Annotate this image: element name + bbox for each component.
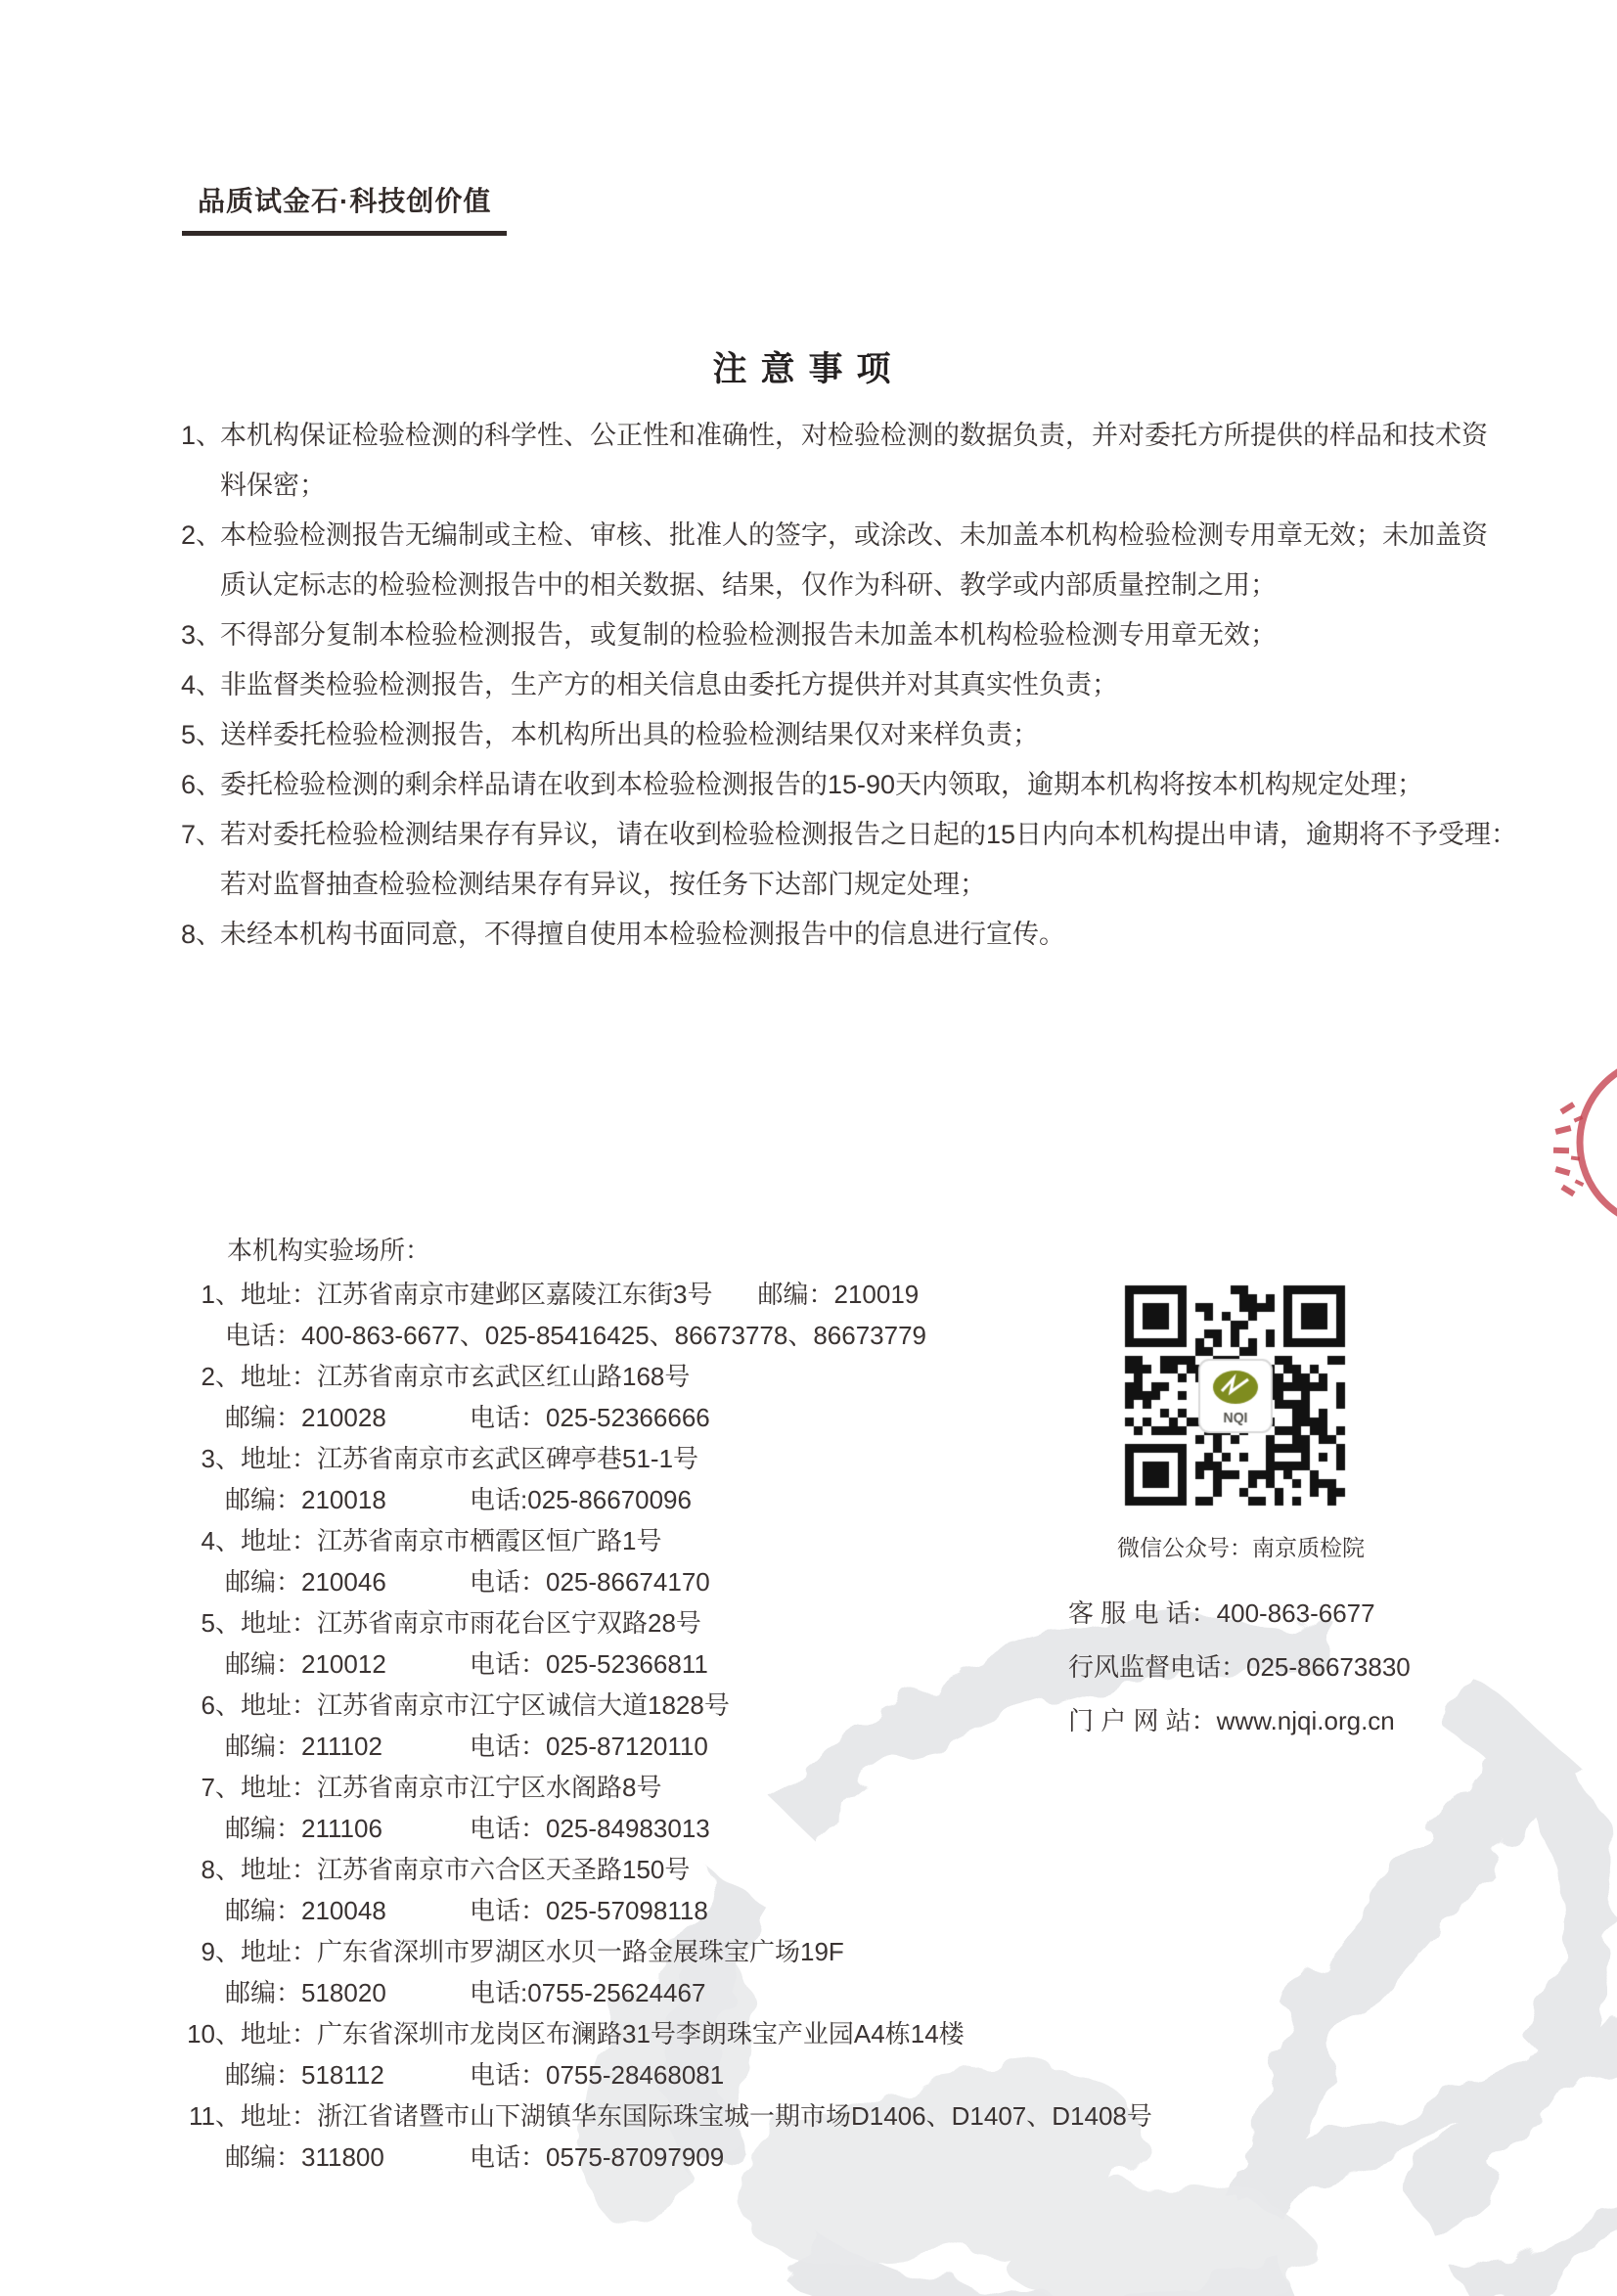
address-label: 地址：	[241, 2101, 318, 2131]
location-entry	[186, 1767, 1152, 1849]
notice-number: 1、	[181, 421, 223, 450]
phone-label: 电话：	[470, 1732, 547, 1761]
location-section	[186, 1229, 1152, 2178]
phone-label: 电话:	[470, 1978, 528, 2007]
notice-line: 委托检验检测的剩余样品请在收到本检验检测报告的15-90天内领取，逾期本机构将按本机构规定处理；	[220, 770, 1424, 799]
location-number: 7、	[201, 1773, 241, 1802]
location-list	[186, 1274, 1152, 2178]
notice-line: 送样委托检验检测报告，本机构所出具的检验检测结果仅对来样负责；	[220, 720, 1039, 749]
phone-label: 电话：	[470, 1896, 547, 1925]
location-number: 11、	[189, 2101, 241, 2131]
address-value: 江苏省南京市江宁区水阁路8号	[317, 1773, 662, 1802]
notice-number: 4、	[181, 670, 223, 699]
phone-value: 025-84983013	[546, 1814, 710, 1843]
address-value: 江苏省南京市建邺区嘉陵江东街3号	[317, 1280, 713, 1309]
location-entry	[186, 1849, 1152, 1931]
address-label: 地址：	[241, 1526, 318, 1555]
notice-number: 6、	[181, 770, 223, 799]
contact-block	[1068, 1587, 1411, 1748]
contact-value: 400-863-6677	[1216, 1598, 1375, 1628]
postal-block	[225, 1972, 470, 2013]
address-value: 江苏省南京市玄武区红山路168号	[317, 1362, 691, 1391]
notice-line: 未经本机构书面同意，不得擅自使用本检验检测报告中的信息进行宣传。	[220, 920, 1065, 949]
location-number: 4、	[201, 1526, 241, 1555]
wechat-qr-code	[1117, 1278, 1354, 1514]
location-number: 1、	[201, 1280, 241, 1309]
address-label: 地址：	[241, 2019, 318, 2048]
notice-text	[220, 910, 1065, 960]
postal-block	[225, 1808, 470, 1849]
notice-line: 若对委托检验检测结果存有异议，请在收到检验检测报告之日起的15日内向本机构提出申请，逾期将不予受理：	[220, 820, 1518, 849]
address-label: 地址：	[241, 1608, 318, 1638]
location-contact-row	[186, 1315, 1152, 1356]
postal-label: 邮编：	[225, 1732, 302, 1761]
notice-item	[181, 411, 1517, 511]
notice-text	[220, 710, 1039, 760]
address-value: 江苏省南京市江宁区诚信大道1828号	[317, 1690, 730, 1720]
location-address-row	[186, 1685, 1152, 1726]
location-contact-row	[186, 2054, 1152, 2095]
postal-label: 邮编：	[225, 1814, 302, 1843]
location-address-row	[186, 1767, 1152, 1808]
location-contact-row	[186, 1972, 1152, 2013]
location-contact-row	[186, 1808, 1152, 1849]
address-label: 地址：	[241, 1855, 318, 1884]
notice-number: 5、	[181, 720, 223, 749]
notice-item	[181, 710, 1517, 760]
postal-value: 518020	[301, 1978, 386, 2007]
location-address-row	[186, 1849, 1152, 1890]
address-label: 地址：	[241, 1937, 318, 1966]
notice-line: 本检验检测报告无编制或主检、审核、批准人的签字，或涂改、未加盖本机构检验检测专用章无效；未加盖资	[220, 520, 1488, 550]
wechat-qr-block	[1117, 1278, 1411, 1562]
notice-line: 本机构保证检验检测的科学性、公正性和准确性，对检验检测的数据负责，并对委托方所提供的样品和技术资	[220, 421, 1488, 450]
phone-value: 025-57098118	[546, 1896, 708, 1925]
postal-label: 邮编：	[225, 2060, 302, 2090]
notice-text	[220, 511, 1488, 610]
location-address-row	[186, 1931, 1152, 1972]
postal-label: 邮编：	[225, 1567, 302, 1597]
notice-item	[181, 660, 1517, 710]
contact-row	[1068, 1641, 1411, 1694]
contact-label: 行风监督电话：	[1068, 1652, 1247, 1682]
address-label: 地址：	[241, 1280, 318, 1309]
notice-item	[181, 511, 1517, 610]
location-contact-row	[186, 1397, 1152, 1438]
postal-block	[225, 1397, 470, 1438]
address-value: 江苏省南京市六合区天圣路150号	[317, 1855, 691, 1884]
notice-list	[181, 411, 1517, 960]
notice-number: 2、	[181, 520, 223, 550]
postal-value: 210028	[301, 1403, 386, 1432]
contact-row	[1068, 1587, 1411, 1641]
phone-label: 电话：	[470, 1567, 547, 1597]
postal-label: 邮编：	[225, 1485, 302, 1514]
phone-value: 400-863-6677、025-85416425、86673778、86673779	[301, 1321, 927, 1350]
location-entry	[186, 1274, 1152, 1356]
location-number: 9、	[201, 1937, 241, 1966]
location-entry	[186, 1685, 1152, 1767]
postal-block	[225, 1726, 470, 1767]
notice-line: 质认定标志的检验检测报告中的相关数据、结果，仅作为科研、教学或内部质量控制之用；	[220, 570, 1277, 600]
location-entry	[186, 1931, 1152, 2013]
notice-line: 不得部分复制本检验检测报告，或复制的检验检测报告未加盖本机构检验检测专用章无效；	[220, 620, 1277, 650]
location-address-row	[186, 1602, 1152, 1643]
notice-number: 8、	[181, 920, 223, 949]
contact-value: www.njqi.org.cn	[1216, 1706, 1395, 1735]
notice-text	[220, 411, 1488, 511]
location-number: 5、	[201, 1608, 241, 1638]
postal-label: 邮编：	[225, 1649, 302, 1679]
postal-value: 210012	[301, 1649, 386, 1679]
notice-item	[181, 760, 1517, 810]
location-address-row	[186, 1438, 1152, 1479]
address-value: 江苏省南京市栖霞区恒广路1号	[317, 1526, 662, 1555]
location-number: 10、	[187, 2019, 241, 2048]
postal-block	[225, 1561, 470, 1602]
address-value: 浙江省诸暨市山下湖镇华东国际珠宝城一期市场D1406、D1407、D1408号	[317, 2101, 1152, 2131]
phone-value: 025-86670096	[527, 1485, 692, 1514]
postal-value: 311800	[301, 2142, 384, 2172]
postal-value: 211102	[301, 1732, 382, 1761]
location-entry	[186, 1602, 1152, 1685]
address-label: 地址：	[241, 1444, 318, 1473]
contact-row	[1068, 1694, 1411, 1748]
notice-text	[220, 810, 1517, 910]
postal-block	[225, 2054, 470, 2095]
address-value: 广东省深圳市罗湖区水贝一路金展珠宝广场19F	[317, 1937, 844, 1966]
postal-label: 邮编：	[225, 1403, 302, 1432]
phone-value: 025-86674170	[546, 1567, 710, 1597]
location-contact-row	[186, 1643, 1152, 1685]
location-contact-row	[186, 2137, 1152, 2178]
location-entry	[186, 1520, 1152, 1602]
postal-block	[225, 1643, 470, 1685]
phone-value: 0575-87097909	[546, 2142, 725, 2172]
address-label: 地址：	[241, 1690, 318, 1720]
postal-value: 210046	[301, 1567, 386, 1597]
official-seal-partial	[1531, 1049, 1617, 1244]
postal-block	[225, 2137, 470, 2178]
contact-label: 门 户 网 站：	[1068, 1706, 1217, 1735]
phone-value: 0755-25624467	[527, 1978, 706, 2007]
notice-text	[220, 610, 1277, 660]
location-contact-row	[186, 1561, 1152, 1602]
location-address-row	[186, 2095, 1152, 2137]
notice-number: 7、	[181, 820, 223, 849]
notice-item	[181, 910, 1517, 960]
location-number: 8、	[201, 1855, 241, 1884]
contact-value: 025-86673830	[1246, 1652, 1411, 1682]
location-contact-row	[186, 1890, 1152, 1931]
phone-label: 电话：	[225, 1321, 302, 1350]
postal-value: 518112	[301, 2060, 384, 2090]
location-address-row	[186, 1274, 1152, 1315]
postal-label: 邮编：	[757, 1280, 834, 1309]
postal-value: 211106	[301, 1814, 382, 1843]
postal-label: 邮编：	[225, 2142, 302, 2172]
location-address-row	[186, 2013, 1152, 2054]
notice-number: 3、	[181, 620, 223, 650]
spacer	[712, 1274, 757, 1315]
brand-slogan: 品质试金石·科技创价值	[182, 180, 507, 236]
phone-label: 电话：	[470, 1814, 547, 1843]
notice-line: 非监督类检验检测报告，生产方的相关信息由委托方提供并对其真实性负责；	[220, 670, 1118, 699]
location-contact-row	[186, 1726, 1152, 1767]
location-entry	[186, 2013, 1152, 2095]
postal-value: 210018	[301, 1485, 386, 1514]
page-title: 注意事项	[712, 350, 905, 388]
address-label: 地址：	[241, 1773, 318, 1802]
location-number: 3、	[201, 1444, 241, 1473]
postal-block	[225, 1890, 470, 1931]
phone-value: 0755-28468081	[546, 2060, 725, 2090]
phone-label: 电话：	[470, 2142, 547, 2172]
phone-value: 025-52366666	[546, 1403, 710, 1432]
notice-item	[181, 610, 1517, 660]
location-contact-row	[186, 1479, 1152, 1520]
postal-value: 210019	[833, 1280, 920, 1309]
address-value: 广东省深圳市龙岗区布澜路31号李朗珠宝产业园A4栋14楼	[317, 2019, 965, 2048]
notice-line: 料保密；	[220, 471, 326, 500]
postal-label: 邮编：	[225, 1896, 302, 1925]
phone-label: 电话:	[470, 1485, 528, 1514]
location-address-row	[186, 1356, 1152, 1397]
notice-item	[181, 810, 1517, 910]
location-heading: 本机构实验场所：	[227, 1236, 431, 1265]
phone-value: 025-52366811	[546, 1649, 708, 1679]
notice-text	[220, 660, 1118, 710]
location-entry	[186, 2095, 1152, 2178]
phone-value: 025-87120110	[546, 1732, 708, 1761]
location-address-row	[186, 1520, 1152, 1561]
contact-label: 客 服 电 话：	[1068, 1598, 1217, 1628]
address-value: 江苏省南京市雨花台区宁双路28号	[317, 1608, 701, 1638]
notice-line: 若对监督抽查检验检测结果存有异议，按任务下达部门规定处理；	[220, 870, 986, 899]
wechat-qr-caption: 微信公众号：南京质检院	[1117, 1535, 1365, 1560]
phone-label: 电话：	[470, 1403, 547, 1432]
location-entry	[186, 1356, 1152, 1438]
phone-label: 电话：	[470, 1649, 547, 1679]
address-value: 江苏省南京市玄武区碑亭巷51-1号	[317, 1444, 699, 1473]
notice-text	[220, 760, 1423, 810]
location-number: 6、	[201, 1690, 241, 1720]
postal-block	[225, 1479, 470, 1520]
location-entry	[186, 1438, 1152, 1520]
address-label: 地址：	[241, 1362, 318, 1391]
postal-label: 邮编：	[225, 1978, 302, 2007]
postal-value: 210048	[301, 1896, 386, 1925]
location-number: 2、	[201, 1362, 241, 1391]
phone-label: 电话：	[470, 2060, 547, 2090]
